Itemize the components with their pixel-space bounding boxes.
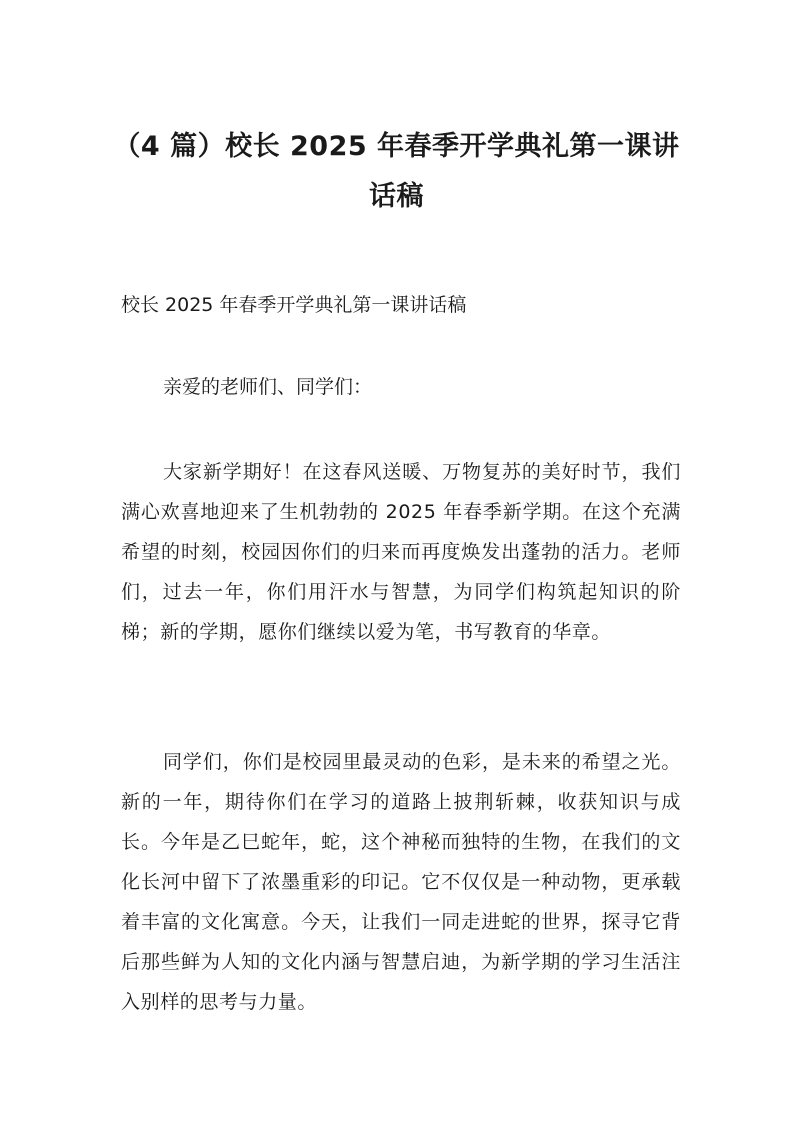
document-title: （4 篇）校长 2025 年春季开学典礼第一课讲话稿	[113, 131, 680, 212]
greeting-line: 亲爱的老师们、同学们：	[163, 376, 373, 398]
body-paragraph-1: 大家新学期好！在这春风送暖、万物复苏的美好时节，我们满心欢喜地迎来了生机勃勃的 2025 年春季新学期。在这个充满希望的时刻，校园因你们的归来而再度焕发出蓬勃的活力。老师们，过去一年，你们用汗水与智慧，为同学们构筑起知识的阶梯；新的学期，愿你们继续以爱为笔，书写教育的华章。	[121, 461, 681, 643]
body-paragraph-2: 同学们，你们是校园里最灵动的色彩，是未来的希望之光。新的一年，期待你们在学习的道路上披荆斩棘，收获知识与成长。今年是乙巳蛇年，蛇，这个神秘而独特的生物，在我们的文化长河中留下了浓墨重彩的印记。它不仅仅是一种动物，更承载着丰富的文化寓意。今天，让我们一同走进蛇的世界，探寻它背后那些鲜为人知的文化内涵与智慧启迪，为新学期的学习生活注入别样的思考与力量。	[121, 751, 681, 1013]
document-subtitle: 校长 2025 年春季开学典礼第一课讲话稿	[121, 294, 467, 316]
